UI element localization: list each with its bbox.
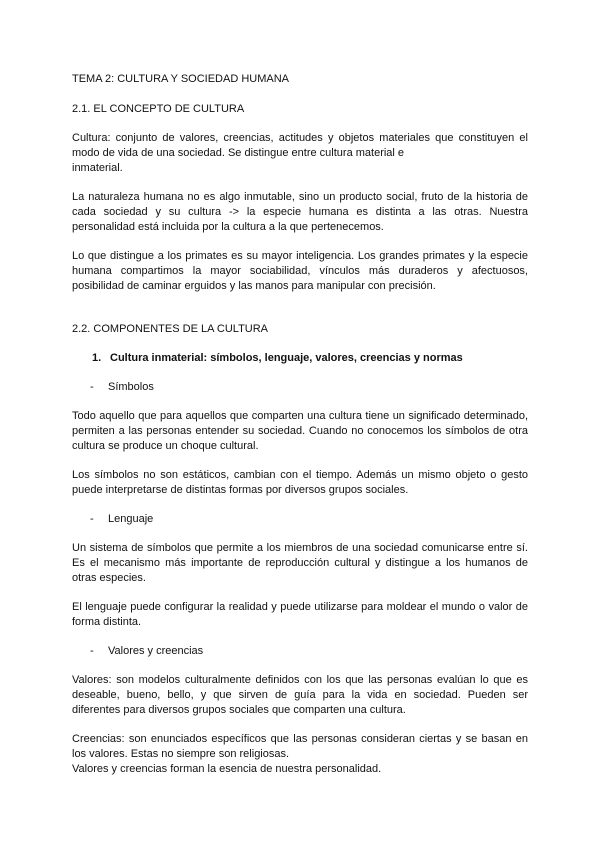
paragraph-line: deseable, bueno, bello, y que sirven de guía para la vida en sociedad. Pueden ser	[72, 689, 528, 701]
paragraph-line: Todo aquello que para aquellos que comparten una cultura tiene un significado determinado,	[72, 410, 528, 422]
list-number: 1.	[92, 352, 102, 364]
section-heading-componentes: 2.2. COMPONENTES DE LA CULTURA	[72, 323, 269, 335]
paragraph-line: Lo que distingue a los primates es su mayor inteligencia. Los grandes primates y la especie	[72, 250, 528, 262]
section-heading-concepto: 2.1. EL CONCEPTO DE CULTURA	[72, 103, 245, 115]
numbered-item-text: Cultura inmaterial: símbolos, lenguaje, valores, creencias y normas	[110, 352, 463, 364]
paragraph-line: permiten a las personas entender su sociedad. Cuando no conocemos los símbolos de otra	[72, 425, 528, 437]
paragraph-line: forma distinta.	[72, 616, 142, 628]
paragraph-line: Cultura: conjunto de valores, creencias, actitudes y objetos materiales que constituyen el	[72, 132, 528, 144]
document-title: TEMA 2: CULTURA Y SOCIEDAD HUMANA	[72, 73, 289, 85]
paragraph-line: Creencias: son enunciados específicos que las personas consideran ciertas y se basan en	[72, 733, 528, 745]
paragraph-line: Los símbolos no son estáticos, cambian con el tiempo. Además un mismo objeto o gesto	[72, 469, 528, 481]
paragraph-line: los valores. Estas no siempre son religiosas.	[72, 748, 290, 760]
bullet-label: Símbolos	[108, 381, 154, 393]
paragraph-line: inmaterial.	[72, 162, 123, 174]
paragraph-line: posibilidad de caminar erguidos y las manos para manipular con precisión.	[72, 280, 436, 292]
paragraph-line: diferentes para diversos grupos sociales que comparten una cultura.	[72, 704, 406, 716]
paragraph-line: El lenguaje puede configurar la realidad y puede utilizarse para moldear el mundo o valor de	[72, 601, 528, 613]
paragraph-line: La naturaleza humana no es algo inmutable, sino un producto social, fruto de la historia de	[72, 191, 528, 203]
paragraph-line: otras especies.	[72, 572, 146, 584]
bullet-label: Valores y creencias	[108, 645, 204, 657]
bullet-label: Lenguaje	[108, 513, 154, 525]
dash-bullet: -	[90, 513, 94, 525]
paragraph-line: puede interpretarse de distintas formas por diversos grupos sociales.	[72, 484, 409, 496]
dash-bullet: -	[90, 645, 94, 657]
paragraph-line: Valores y creencias forman la esencia de nuestra personalidad.	[72, 763, 382, 775]
paragraph-line: humana compartimos la mayor sociabilidad, vínculos más duraderos y afectuosos,	[72, 265, 528, 277]
dash-bullet: -	[90, 381, 94, 393]
paragraph-line: cultura se produce un choque cultural.	[72, 440, 259, 452]
paragraph-line: Es el mecanismo más importante de reproducción cultural y distingue a los humanos de	[72, 557, 528, 569]
paragraph-line: cada sociedad y su cultura -> la especie humana es distinta a las otras. Nuestra	[72, 206, 528, 218]
paragraph-line: personalidad está incluida por la cultura a la que pertenecemos.	[72, 221, 384, 233]
paragraph-line: modo de vida de una sociedad. Se distingue entre cultura material e	[72, 147, 405, 159]
paragraph-line: Un sistema de símbolos que permite a los miembros de una sociedad comunicarse entre sí.	[72, 542, 528, 554]
paragraph-line: Valores: son modelos culturalmente definidos con los que las personas evalúan lo que es	[72, 674, 528, 686]
